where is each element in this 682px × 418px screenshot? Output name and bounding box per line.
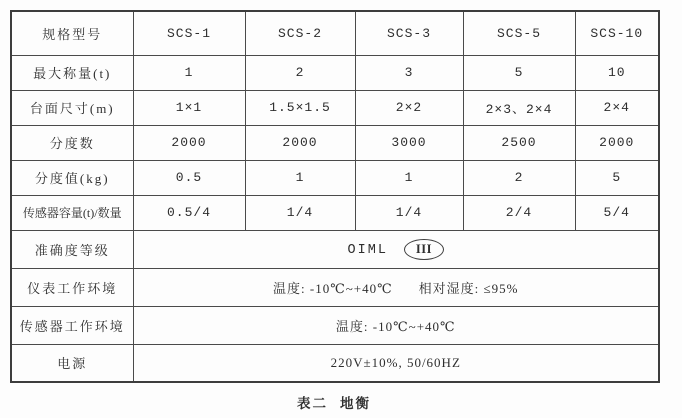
value-cell: 5 [463,55,575,90]
model-cell: SCS-3 [355,11,463,55]
value-cell: 3 [355,55,463,90]
row-label-model: 规格型号 [11,11,133,55]
table-row-accuracy [11,230,659,268]
value-cell: 5 [575,160,659,195]
value-cell: 2500 [463,125,575,160]
caption-title: 地衡 [340,396,371,411]
accuracy-cell [133,230,659,268]
row-label-platform-size: 台面尺寸(m) [11,90,133,125]
value-cell: 1 [245,160,355,195]
table-row-loadcell [11,195,659,230]
value-cell: 2×4 [575,90,659,125]
value-cell: 10 [575,55,659,90]
value-cell: 1/4 [355,195,463,230]
meter-env-cell [133,268,659,306]
value-cell: 2000 [245,125,355,160]
model-cell: SCS-5 [463,11,575,55]
row-label-power: 电源 [11,344,133,382]
row-label-meter-env: 仪表工作环境 [11,268,133,306]
row-label-divisions: 分度数 [11,125,133,160]
value-cell: 2000 [575,125,659,160]
table-row-power [11,344,659,382]
caption-number: 表二 [297,396,328,411]
value-cell: 0.5/4 [133,195,245,230]
row-label-max-capacity: 最大称量(t) [11,55,133,90]
row-label-loadcell: 传感器容量(t)/数量 [11,195,133,230]
value-cell: 2000 [133,125,245,160]
table-row-divisions [11,125,659,160]
value-cell: 2×2 [355,90,463,125]
value-cell: 3000 [355,125,463,160]
row-label-sensor-env: 传感器工作环境 [11,306,133,344]
row-label-accuracy: 准确度等级 [11,230,133,268]
value-cell: 2/4 [463,195,575,230]
value-cell: 1 [133,55,245,90]
table-row-sensor-env [11,306,659,344]
oiml-text: OIML [347,242,388,258]
table-row-meter-env [11,268,659,306]
accuracy-class-badge: III [404,239,444,260]
table-caption [10,392,658,412]
value-cell: 2 [245,55,355,90]
model-cell: SCS-10 [575,11,659,55]
table-row-division-value [11,160,659,195]
table-row-model [11,11,659,55]
value-cell: 1/4 [245,195,355,230]
value-cell: 1×1 [133,90,245,125]
meter-env-humidity: 相对湿度: ≤95% [418,280,519,296]
model-cell: SCS-1 [133,11,245,55]
value-cell: 2×3、2×4 [463,90,575,125]
table-row-platform-size [11,90,659,125]
spec-table [10,10,660,383]
value-cell: 5/4 [575,195,659,230]
power-cell: 220V±10%, 50/60HZ [133,344,659,382]
value-cell: 0.5 [133,160,245,195]
model-cell: SCS-2 [245,11,355,55]
row-label-division-value: 分度值(kg) [11,160,133,195]
value-cell: 1 [355,160,463,195]
value-cell: 2 [463,160,575,195]
value-cell: 1.5×1.5 [245,90,355,125]
table-row-max-capacity [11,55,659,90]
sensor-env-cell: 温度: -10℃~+40℃ [133,306,659,344]
meter-env-temperature: 温度: -10℃~+40℃ [273,280,393,296]
